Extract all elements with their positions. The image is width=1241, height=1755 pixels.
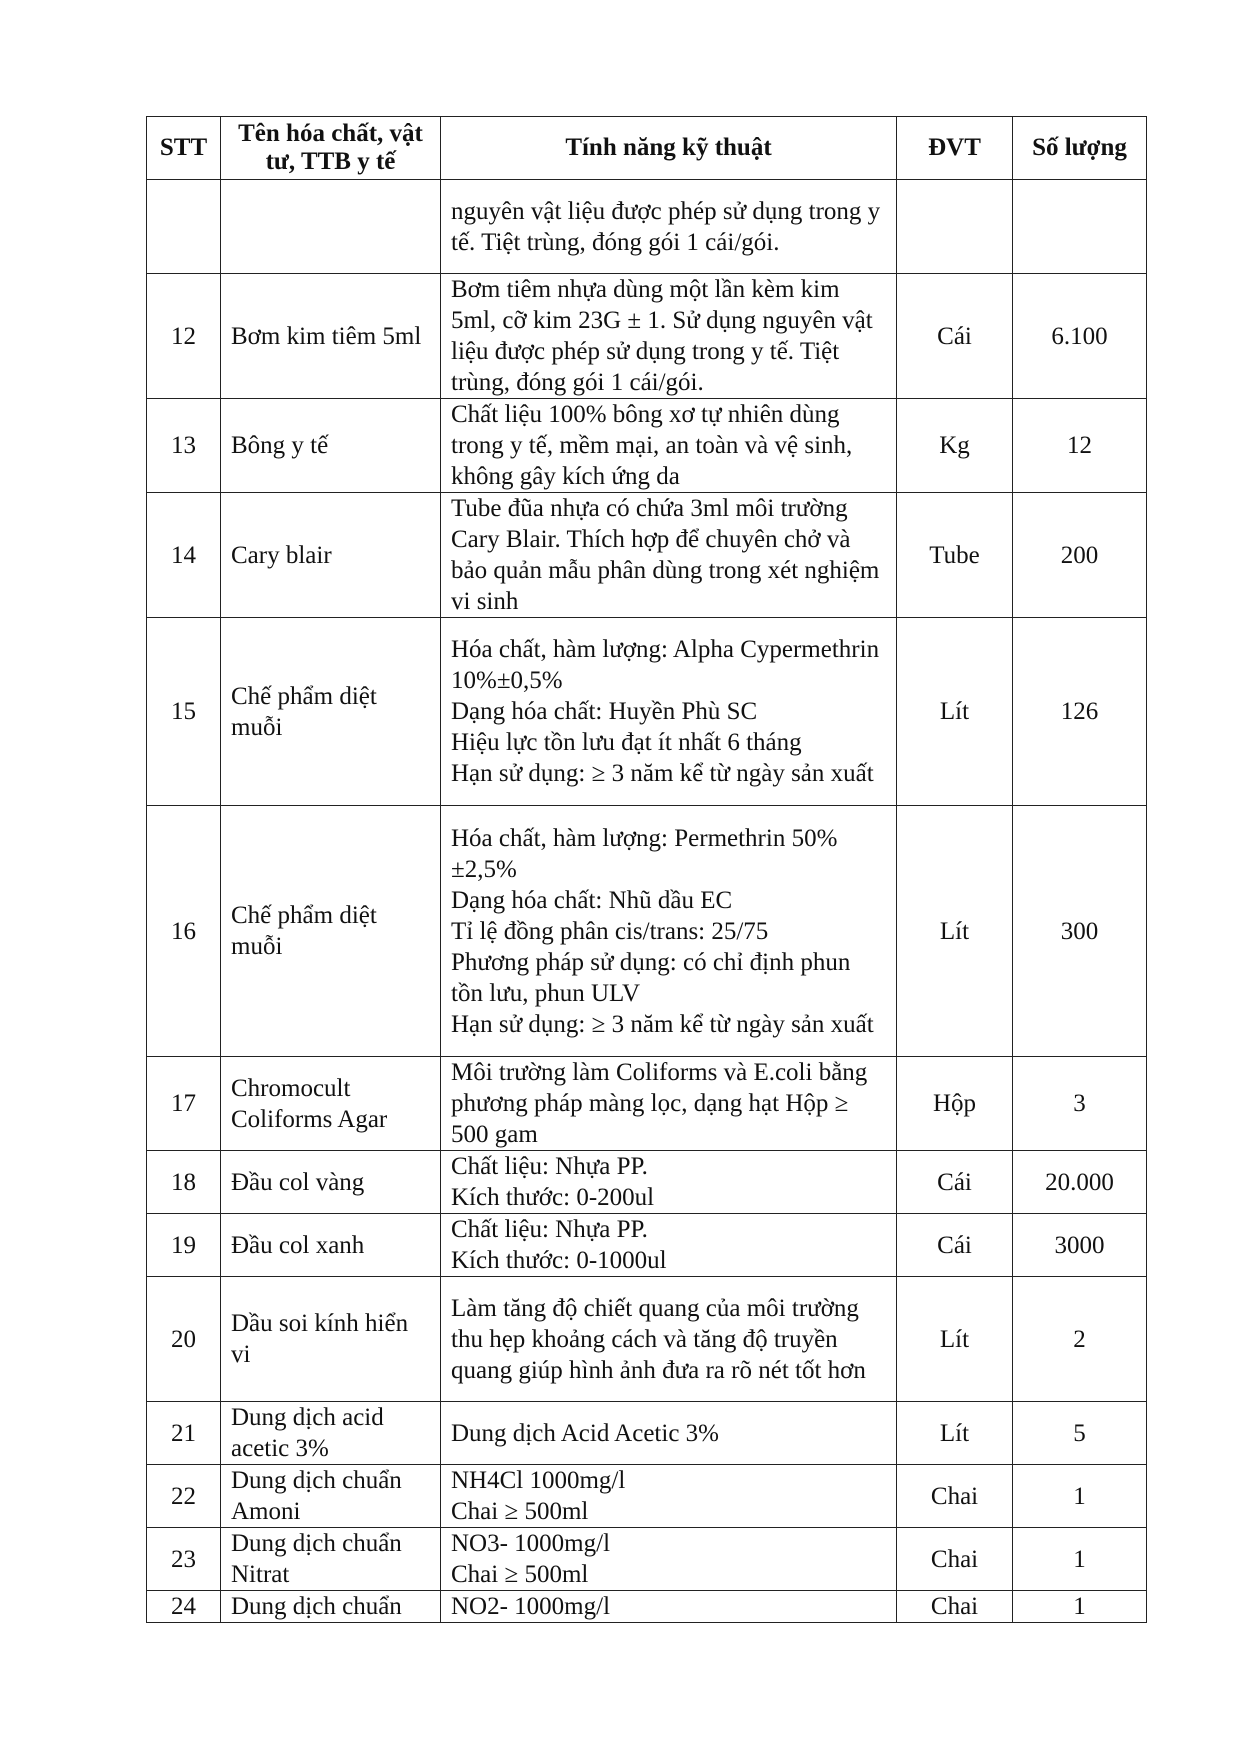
cell-qty: 200 [1013,493,1147,618]
cell-qty: 12 [1013,399,1147,493]
spec-line: Kích thước: 0-200ul [451,1184,655,1211]
table-row [147,1591,1147,1623]
cell-spec [441,1151,897,1214]
cell-qty: 300 [1013,806,1147,1057]
cell-name: Dung dịch chuẩn Amoni [221,1465,441,1528]
spec-line: Tỉ lệ đồng phân cis/trans: 25/75 [451,917,769,945]
table-row [147,493,1147,618]
cell-qty: 2 [1013,1277,1147,1402]
table-row [147,618,1147,806]
spec-line: Hóa chất, hàm lượng: Permethrin 50% ±2,5% [451,824,838,883]
table-row [147,180,1147,274]
spec-line: Hạn sử dụng: ≥ 3 năm kể từ ngày sản xuất [451,760,874,787]
spec-line: nguyên vật liệu được phép sử dụng trong y tế. Tiệt trùng, đóng gói 1 cái/gói. [451,197,881,256]
cell-name: Chế phẩm diệt muỗi [221,618,441,806]
cell-unit: Kg [897,399,1013,493]
spec-line: Chai ≥ 500ml [451,1498,589,1525]
cell-name: Dung dịch chuẩn [221,1591,441,1623]
spec-line: Môi trường làm Coliforms và E.coli bằng phương pháp màng lọc, dạng hạt Hộp ≥ 500 gam [451,1059,868,1148]
cell-name: Chế phẩm diệt muỗi [221,806,441,1057]
cell-name: Dung dịch chuẩn Nitrat [221,1528,441,1591]
cell-qty: 3 [1013,1057,1147,1151]
cell-qty: 3000 [1013,1214,1147,1277]
cell-qty: 5 [1013,1402,1147,1465]
cell-spec [441,274,897,399]
cell-stt: 12 [147,274,221,399]
cell-spec [441,806,897,1057]
cell-stt: 20 [147,1277,221,1402]
cell-unit: Hộp [897,1057,1013,1151]
cell-spec [441,1277,897,1402]
cell-stt: 13 [147,399,221,493]
header-unit: ĐVT [897,117,1013,180]
table-row [147,1465,1147,1528]
cell-qty: 1 [1013,1528,1147,1591]
cell-stt: 16 [147,806,221,1057]
spec-line: Chất liệu: Nhựa PP. [451,1216,648,1243]
spec-line: Phương pháp sử dụng: có chỉ định phun tồn lưu, phun ULV [451,948,851,1007]
cell-name: Dầu soi kính hiển vi [221,1277,441,1402]
cell-unit: Chai [897,1465,1013,1528]
cell-spec [441,1528,897,1591]
cell-unit: Cái [897,274,1013,399]
cell-stt: 14 [147,493,221,618]
header-qty: Số lượng [1013,117,1147,180]
table-row [147,1151,1147,1214]
supplies-table [146,116,1147,1623]
cell-stt [147,180,221,274]
cell-spec [441,399,897,493]
cell-unit: Tube [897,493,1013,618]
cell-spec [441,1465,897,1528]
spec-line: Hóa chất, hàm lượng: Alpha Cypermethrin 10%±0,5% [451,636,880,694]
cell-name: Bông y tế [221,399,441,493]
cell-unit: Lít [897,1277,1013,1402]
cell-unit: Cái [897,1214,1013,1277]
spec-line: Làm tăng độ chiết quang của môi trường thu hẹp khoảng cách và tăng độ truyền quang giúp hình ảnh đưa ra rõ nét tốt hơn [451,1294,866,1384]
header-row [147,117,1147,180]
cell-spec [441,618,897,806]
cell-name: Đầu col vàng [221,1151,441,1214]
cell-stt: 15 [147,618,221,806]
cell-stt: 17 [147,1057,221,1151]
cell-stt: 19 [147,1214,221,1277]
spec-line: Hạn sử dụng: ≥ 3 năm kể từ ngày sản xuất [451,1010,874,1038]
cell-unit: Cái [897,1151,1013,1214]
spec-line: NO2- 1000mg/l [451,1593,611,1620]
cell-spec [441,1214,897,1277]
spec-line: Dung dịch Acid Acetic 3% [451,1419,719,1447]
cell-unit: Lít [897,1402,1013,1465]
cell-name: Dung dịch acid acetic 3% [221,1402,441,1465]
cell-unit: Lít [897,618,1013,806]
cell-qty [1013,180,1147,274]
cell-name: Bơm kim tiêm 5ml [221,274,441,399]
table-header [147,117,1147,180]
spec-line: Dạng hóa chất: Nhũ dầu EC [451,886,733,914]
table-row [147,1277,1147,1402]
table-body [147,180,1147,1623]
cell-unit: Chai [897,1528,1013,1591]
cell-qty: 20.000 [1013,1151,1147,1214]
cell-stt: 22 [147,1465,221,1528]
cell-spec [441,1591,897,1623]
cell-stt: 21 [147,1402,221,1465]
spec-line: NO3- 1000mg/l [451,1530,611,1557]
cell-name: Chromocult Coliforms Agar [221,1057,441,1151]
cell-qty: 1 [1013,1465,1147,1528]
spec-line: Chai ≥ 500ml [451,1561,589,1588]
cell-qty: 1 [1013,1591,1147,1623]
spec-line: Bơm tiêm nhựa dùng một lần kèm kim 5ml, cỡ kim 23G ± 1. Sử dụng nguyên vật liệu được phép sử dụng trong y tế. Tiệt trùng, đóng gói 1 cái/gói. [451,276,873,396]
cell-stt: 18 [147,1151,221,1214]
table-row [147,274,1147,399]
cell-spec [441,493,897,618]
cell-spec [441,1057,897,1151]
cell-name [221,180,441,274]
table-row [147,1402,1147,1465]
cell-stt: 23 [147,1528,221,1591]
cell-qty: 126 [1013,618,1147,806]
spec-line: Kích thước: 0-1000ul [451,1247,667,1274]
cell-spec [441,180,897,274]
table-row [147,399,1147,493]
cell-name: Cary blair [221,493,441,618]
table-row [147,806,1147,1057]
spec-line: Hiệu lực tồn lưu đạt ít nhất 6 tháng [451,729,802,756]
spec-line: Dạng hóa chất: Huyền Phù SC [451,698,758,725]
cell-name: Đầu col xanh [221,1214,441,1277]
spec-line: Chất liệu: Nhựa PP. [451,1153,648,1180]
cell-stt: 24 [147,1591,221,1623]
spec-line: Tube đũa nhựa có chứa 3ml môi trường Cary Blair. Thích hợp để chuyên chở và bảo quản mẫu phân dùng trong xét nghiệm vi sinh [451,495,880,615]
cell-spec [441,1402,897,1465]
cell-qty: 6.100 [1013,274,1147,399]
header-stt: STT [147,117,221,180]
cell-unit [897,180,1013,274]
table-row [147,1214,1147,1277]
cell-unit: Chai [897,1591,1013,1623]
header-spec: Tính năng kỹ thuật [441,117,897,180]
header-name: Tên hóa chất, vật tư, TTB y tế [221,117,441,180]
cell-unit: Lít [897,806,1013,1057]
spec-line: NH4Cl 1000mg/l [451,1467,626,1494]
table-row [147,1528,1147,1591]
table-row [147,1057,1147,1151]
spec-line: Chất liệu 100% bông xơ tự nhiên dùng trong y tế, mềm mại, an toàn và vệ sinh, không gây kích ứng da [451,401,853,490]
